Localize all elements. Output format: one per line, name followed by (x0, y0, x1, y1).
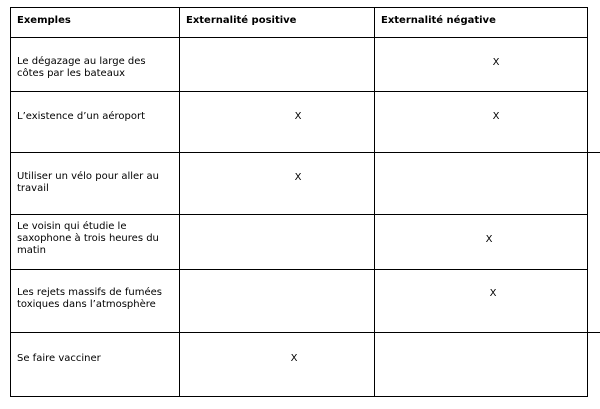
table-border-top (10, 7, 588, 8)
externalities-table (10, 7, 588, 397)
row-divider (10, 91, 588, 92)
row-example-label: Utiliser un vélo pour aller au travail (17, 171, 159, 194)
row-divider (10, 37, 588, 38)
row-example-label: Se faire vacciner (17, 353, 101, 364)
column-divider (179, 7, 180, 397)
row-divider (10, 214, 588, 215)
header-externalite-negative: Externalité négative (381, 15, 496, 26)
header-exemples: Exemples (17, 15, 71, 26)
positive-mark: X (294, 172, 302, 183)
row-example-label: Les rejets massifs de fumées toxiques dans l’atmosphère (17, 287, 162, 310)
negative-mark: X (492, 57, 500, 68)
row-example-label: Le dégazage au large des côtes par les bateaux (17, 56, 146, 79)
header-externalite-positive: Externalité positive (186, 15, 297, 26)
negative-mark: X (492, 111, 500, 122)
column-divider (374, 7, 375, 397)
row-example-label: Le voisin qui étudie le saxophone à trois heures du matin (17, 221, 159, 256)
negative-mark: X (489, 288, 497, 299)
row-divider (10, 152, 600, 153)
row-divider (10, 269, 588, 270)
negative-mark: X (485, 234, 493, 245)
positive-mark: X (290, 353, 298, 364)
positive-mark: X (294, 111, 302, 122)
table-border-right (587, 7, 588, 397)
table-border-bottom (10, 396, 588, 397)
row-divider (10, 332, 600, 333)
row-example-label: L’existence d’un aéroport (17, 111, 146, 122)
